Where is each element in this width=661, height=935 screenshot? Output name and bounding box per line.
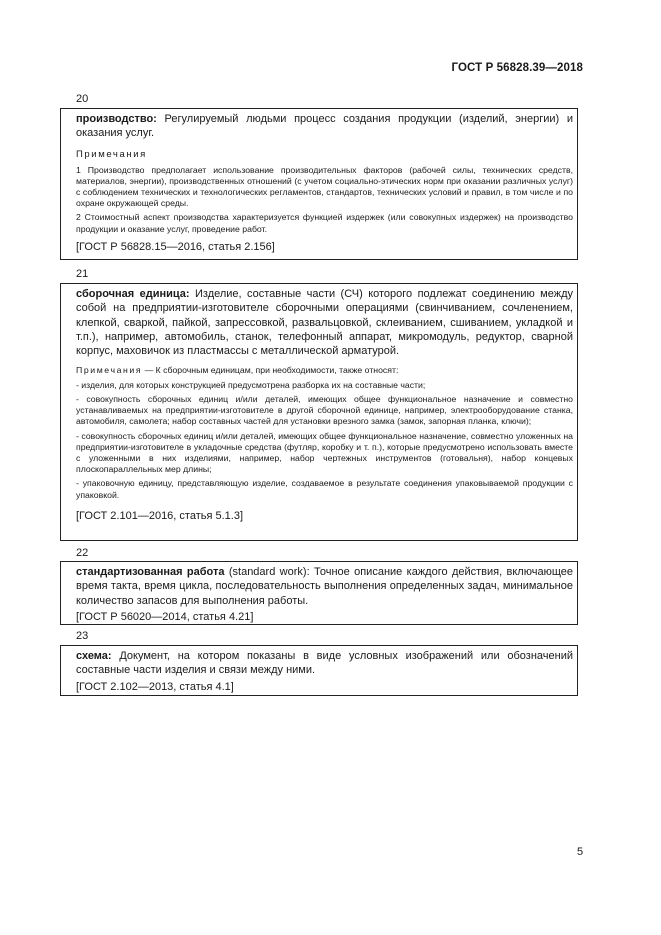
entry-number: 21: [76, 268, 89, 280]
note-item: - упаковочную единицу, представляющую изделие, создаваемое в результате соединения упаковываемой продукции с упаковкой.: [76, 478, 573, 500]
notes-intro: — К сборочным единицам, при необходимости, также относят:: [142, 365, 399, 376]
document-header: ГОСТ Р 56828.39—2018: [451, 62, 583, 74]
term-english: (standard work):: [224, 566, 310, 578]
note-item: 2 Стоимостный аспект производства характеризуется функцией издержек (или совокупных издержек) на производство продукции и оказание услуг, проведение работ.: [76, 212, 573, 234]
page-number: 5: [577, 846, 584, 858]
entry-number: 22: [76, 547, 89, 559]
term-definition: [76, 287, 577, 358]
note-item: - совокупность сборочных единиц и/или деталей, имеющих общее функциональное назначение, совместно уложенных на предприятии-изготовителе в укладочные средства (футляр, коробку и т. п.), которые предусмотрено использовать вместе с уложенными в них изделиями, например, набор чертежных инструментов (готовальня), набор концевых плоскопараллельных мер длины;: [76, 430, 573, 475]
term-definition: [76, 112, 577, 141]
term-name: сборочная единица:: [76, 288, 190, 300]
source-reference: [ГОСТ Р 56020—2014, статья 4.21]: [76, 610, 254, 623]
term-definition: [76, 565, 577, 608]
term-entry-box: [60, 283, 578, 541]
source-reference: [ГОСТ Р 56828.15—2016, статья 2.156]: [76, 240, 275, 253]
notes-intro-line: [76, 365, 577, 376]
term-name: стандартизованная работа: [76, 566, 225, 578]
term-entry-box: [60, 645, 578, 696]
note-item: 1 Производство предполагает использование производительных факторов (рабочей силы, технических средств, материалов, энергии), производственных отношений (с учетом социально-этических норм при оказании различных услуг) с соблюдением технических и технологических регламентов, стандартов, технических условий и правил, в том числе и по охране окружающей среды.: [76, 164, 573, 209]
definition-text: Регулируемый людьми процесс создания продукции (изделий, энергии) и оказания услуг.: [76, 113, 573, 140]
definition-text: Точное описание каждого действия, включающее время такта, время цикла, последовательность выполнения определенных задач, минимальное количество запасов для выполнения работы.: [76, 566, 573, 607]
entry-number: 23: [76, 630, 89, 642]
source-reference: [ГОСТ 2.102—2013, статья 4.1]: [76, 680, 234, 693]
source-reference: [ГОСТ 2.101—2016, статья 5.1.3]: [76, 509, 244, 522]
entry-number: 20: [76, 93, 89, 105]
term-definition: [76, 649, 577, 678]
definition-text: Документ, на котором показаны в виде условных изображений или обозначений составные части изделия и связи между ними.: [76, 650, 573, 677]
term-name: схема:: [76, 650, 112, 662]
term-entry-box: [60, 108, 578, 260]
note-item: - совокупность сборочных единиц и/или деталей, имеющих общее функциональное назначение и совместно устанавливаемых на предприятии-изготовителе в другой сборочной единице, например, электрооборудование станка, автомобиля, самолета; набор составных частей для установки врезного замка (замок, запорная планка, ключи);: [76, 393, 573, 427]
notes-heading: Примечания: [76, 365, 143, 376]
note-item: - изделия, для которых конструкцией предусмотрена разборка их на составные части;: [76, 379, 426, 390]
term-entry-box: [60, 561, 578, 625]
term-name: производство:: [76, 113, 157, 125]
notes-heading: Примечания: [76, 148, 147, 160]
definition-text: Изделие, составные части (СЧ) которого подлежат соединению между собой на предприятии-изготовителе сборочными операциями (свинчиванием, сочленением, клепкой, сваркой, пайкой, запрессовкой, развальцовкой, склеиванием, сшиванием, укладкой и т.п.), например, автомобиль, станок, телефонный аппарат, микромодуль, редуктор, сварной корпус, маховичок из пластмассы с металлической арматурой.: [76, 288, 573, 358]
